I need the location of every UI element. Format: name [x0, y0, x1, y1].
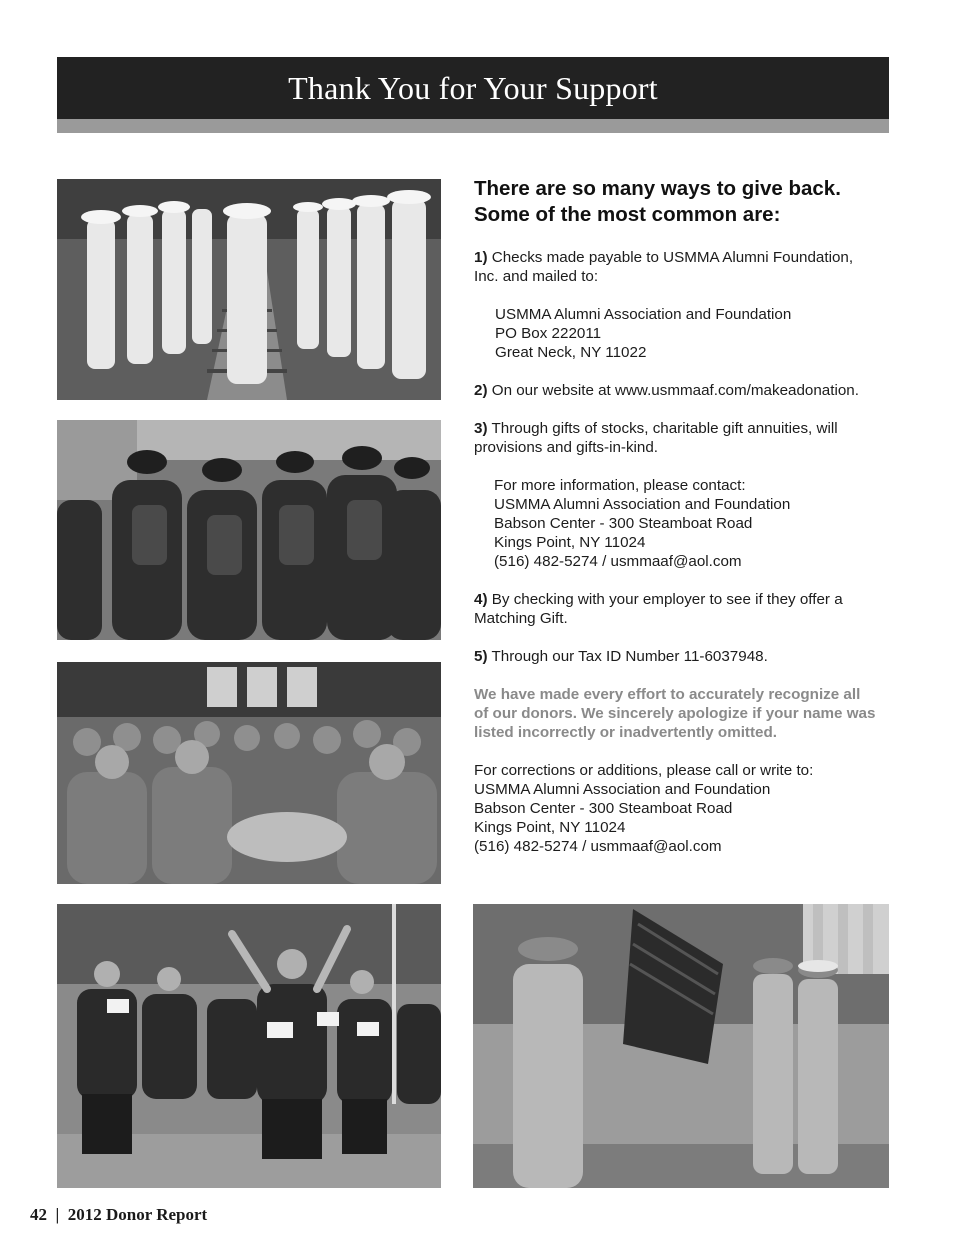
- option-number: 3): [474, 420, 488, 437]
- option-number: 4): [474, 591, 488, 608]
- giving-option-4: [474, 590, 894, 628]
- section-heading: [474, 176, 894, 228]
- website-link[interactable]: On our website at www.usmmaaf.com/makeadonation.: [491, 382, 859, 399]
- contact-info: [474, 476, 894, 571]
- option-text-line: Matching Gift.: [474, 610, 568, 627]
- photo-dining-hall: [57, 662, 441, 884]
- giving-option-3: [474, 419, 894, 457]
- address-line: Great Neck, NY 11022: [495, 344, 647, 361]
- mailing-address: [474, 305, 894, 362]
- contact-phone-email: (516) 482-5274 / usmmaaf@aol.com: [494, 553, 742, 570]
- contact-line: For more information, please contact:: [494, 477, 746, 494]
- option-text-line: Checks made payable to USMMA Alumni Foundation,: [491, 249, 854, 266]
- address-line: PO Box 222011: [495, 325, 602, 342]
- photo-plebes-marching: [57, 420, 441, 640]
- option-number: 2): [474, 382, 488, 399]
- heading-line-2: Some of the most common are:: [474, 203, 781, 226]
- option-number: 1): [474, 249, 488, 266]
- corrections-info: [474, 761, 894, 856]
- corrections-line: Kings Point, NY 11024: [474, 819, 626, 836]
- photo-color-guard: [473, 904, 889, 1188]
- giving-option-2: [474, 381, 894, 400]
- corrections-phone-email: (516) 482-5274 / usmmaaf@aol.com: [474, 838, 722, 855]
- option-text-line: Through gifts of stocks, charitable gift annuities, will: [491, 420, 838, 437]
- page-title-banner: [57, 57, 889, 119]
- heading-line-1: There are so many ways to give back.: [474, 177, 841, 200]
- option-text-line: provisions and gifts-in-kind.: [474, 439, 659, 456]
- contact-line: Babson Center - 300 Steamboat Road: [494, 515, 753, 532]
- contact-line: Kings Point, NY 11024: [494, 534, 646, 551]
- corrections-line: Babson Center - 300 Steamboat Road: [474, 800, 733, 817]
- giving-option-1: [474, 248, 894, 286]
- contact-line: USMMA Alumni Association and Foundation: [494, 496, 791, 513]
- title-underline-bar: [57, 119, 889, 133]
- option-number: 5): [474, 648, 488, 665]
- corrections-line: USMMA Alumni Association and Foundation: [474, 781, 771, 798]
- photo-celebrating-runners: [57, 904, 441, 1188]
- apology-line: of our donors. We sincerely apologize if your name was: [474, 705, 876, 722]
- apology-line: listed incorrectly or inadvertently omitted.: [474, 724, 777, 741]
- apology-notice: [474, 685, 894, 742]
- footer-page-label: 42 | 2012 Donor Report: [30, 1205, 208, 1224]
- corrections-line: For corrections or additions, please call or write to:: [474, 762, 814, 779]
- photo-midshipmen-formation: [57, 179, 441, 400]
- page-footer: [30, 1205, 207, 1225]
- donation-info-column: [474, 176, 894, 875]
- option-text-line: By checking with your employer to see if they offer a: [491, 591, 843, 608]
- giving-option-5: [474, 647, 894, 666]
- apology-line: We have made every effort to accurately recognize all: [474, 686, 861, 703]
- option-text-line: Inc. and mailed to:: [474, 268, 599, 285]
- option-text-line: Through our Tax ID Number 11-6037948.: [491, 648, 768, 665]
- address-line: USMMA Alumni Association and Foundation: [495, 306, 792, 323]
- page-title: Thank You for Your Support: [288, 69, 658, 106]
